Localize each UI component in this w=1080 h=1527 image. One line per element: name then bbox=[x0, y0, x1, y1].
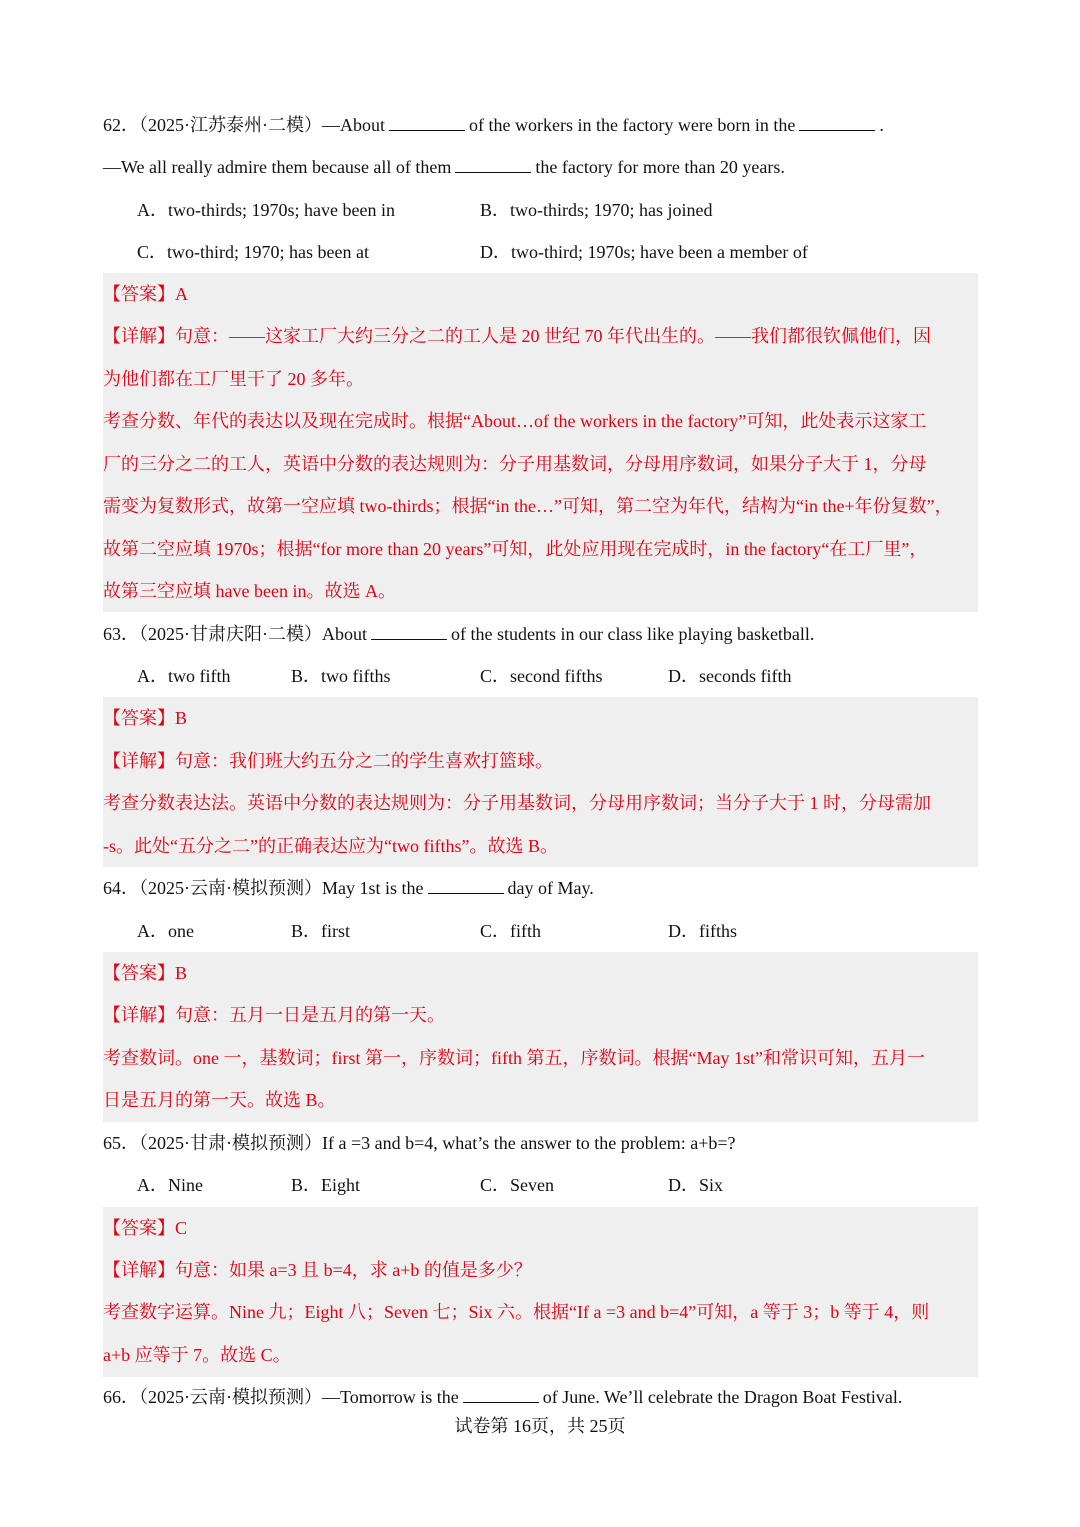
question-number: 65． bbox=[103, 1133, 139, 1153]
question-66-stem: 66．（2025·云南·模拟预测）—Tomorrow is the of June. We’ll celebrate the Dragon Boat Festival. bbox=[103, 1387, 903, 1407]
analysis-line: -s。此处“五分之二”的正确表达应为“two fifths”。故选 B。 bbox=[103, 836, 558, 856]
question-64-stem: 64．（2025·云南·模拟预测）May 1st is the day of May. bbox=[103, 878, 594, 898]
option-a: A．two fifth bbox=[137, 666, 231, 686]
option-c: C．two-third; 1970; has been at bbox=[137, 242, 369, 262]
answer-blank bbox=[463, 1387, 539, 1403]
option-a: A．one bbox=[137, 921, 194, 941]
option-d: D．two-third; 1970s; have been a member of bbox=[480, 242, 808, 262]
detail-line: 为他们都在工厂里干了 20 多年。 bbox=[103, 369, 364, 389]
answer-blank bbox=[371, 624, 447, 640]
analysis-line: 需变为复数形式，故第一空应填 two-thirds；根据“in the…”可知，第二空为年代，结构为“in the+年份复数”， bbox=[103, 496, 953, 516]
analysis-line: 故第二空应填 1970s；根据“for more than 20 years”可知，此处应用现在完成时，in the factory“在工厂里”， bbox=[103, 539, 928, 559]
option-d: D．fifths bbox=[668, 921, 737, 941]
option-b: B．Eight bbox=[291, 1175, 361, 1195]
answer-blank bbox=[455, 157, 531, 173]
question-number: 64． bbox=[103, 878, 139, 898]
question-source: （2025·云南·模拟预测） bbox=[139, 1387, 322, 1407]
option-d: D．Six bbox=[668, 1175, 724, 1195]
detail-line: 【详解】句意：五月一日是五月的第一天。 bbox=[103, 1005, 445, 1025]
option-b: B．two fifths bbox=[291, 666, 391, 686]
question-62-stem: 62．（2025·江苏泰州·二模）—About of the workers in the factory were born in the . bbox=[103, 115, 884, 135]
question-number: 63． bbox=[103, 624, 139, 644]
option-a: A．Nine bbox=[137, 1175, 203, 1195]
option-c: C．Seven bbox=[480, 1175, 555, 1195]
analysis-line: 考查分数、年代的表达以及现在完成时。根据“About…of the workers in the factory”可知，此处表示这家工 bbox=[103, 411, 927, 431]
question-65-stem: 65．（2025·甘肃·模拟预测）If a =3 and b=4, what’s the answer to the problem: a+b=? bbox=[103, 1133, 736, 1153]
analysis-line: 故第三空应填 have been in。故选 A。 bbox=[103, 581, 396, 601]
option-a: A．two-thirds; 1970s; have been in bbox=[137, 200, 395, 220]
option-c: C．second fifths bbox=[480, 666, 603, 686]
option-b: B．two-thirds; 1970; has joined bbox=[480, 200, 713, 220]
analysis-line: 考查数字运算。Nine 九；Eight 八；Seven 七；Six 六。根据“If a =3 and b=4”可知，a 等于 3；b 等于 4，则 bbox=[103, 1302, 930, 1322]
question-62-stem-line2: —We all really admire them because all of them the factory for more than 20 years. bbox=[103, 157, 785, 177]
analysis-line: 考查分数表达法。英语中分数的表达规则为：分子用基数词，分母用序数词；当分子大于 1 时，分母需加 bbox=[103, 793, 931, 813]
question-source: （2025·甘肃·模拟预测） bbox=[139, 1133, 322, 1153]
question-source: （2025·江苏泰州·二模） bbox=[139, 115, 322, 135]
option-c: C．fifth bbox=[480, 921, 542, 941]
analysis-line: 厂的三分之二的工人，英语中分数的表达规则为：分子用基数词，分母用序数词，如果分子大于 1，分母 bbox=[103, 454, 927, 474]
answer-blank bbox=[799, 115, 875, 131]
answer-blank bbox=[428, 878, 504, 894]
page-footer: 试卷第 16页，共 25页 bbox=[454, 1416, 626, 1436]
question-number: 62． bbox=[103, 115, 139, 135]
question-number: 66． bbox=[103, 1387, 139, 1407]
analysis-line: 考查数词。one 一，基数词；first 第一，序数词；fifth 第五，序数词。根据“May 1st”和常识可知，五月一 bbox=[103, 1048, 925, 1068]
answer-line: 【答案】B bbox=[103, 963, 188, 983]
analysis-line: a+b 应等于 7。故选 C。 bbox=[103, 1345, 291, 1365]
answer-blank bbox=[389, 115, 465, 131]
option-d: D．seconds fifth bbox=[668, 666, 792, 686]
option-b: B．first bbox=[291, 921, 351, 941]
answer-line: 【答案】A bbox=[103, 284, 188, 304]
detail-line: 【详解】句意：——这家工厂大约三分之二的工人是 20 世纪 70 年代出生的。——我们都很钦佩他们，因 bbox=[103, 326, 931, 346]
answer-line: 【答案】C bbox=[103, 1218, 188, 1238]
question-63-stem: 63．（2025·甘肃庆阳·二模）About of the students in our class like playing basketball. bbox=[103, 624, 815, 644]
detail-line: 【详解】句意：我们班大约五分之二的学生喜欢打篮球。 bbox=[103, 751, 553, 771]
answer-line: 【答案】B bbox=[103, 708, 188, 728]
analysis-line: 日是五月的第一天。故选 B。 bbox=[103, 1090, 336, 1110]
detail-line: 【详解】句意：如果 a=3 且 b=4，求 a+b 的值是多少？ bbox=[103, 1260, 532, 1280]
question-source: （2025·甘肃庆阳·二模） bbox=[139, 624, 322, 644]
question-source: （2025·云南·模拟预测） bbox=[139, 878, 322, 898]
